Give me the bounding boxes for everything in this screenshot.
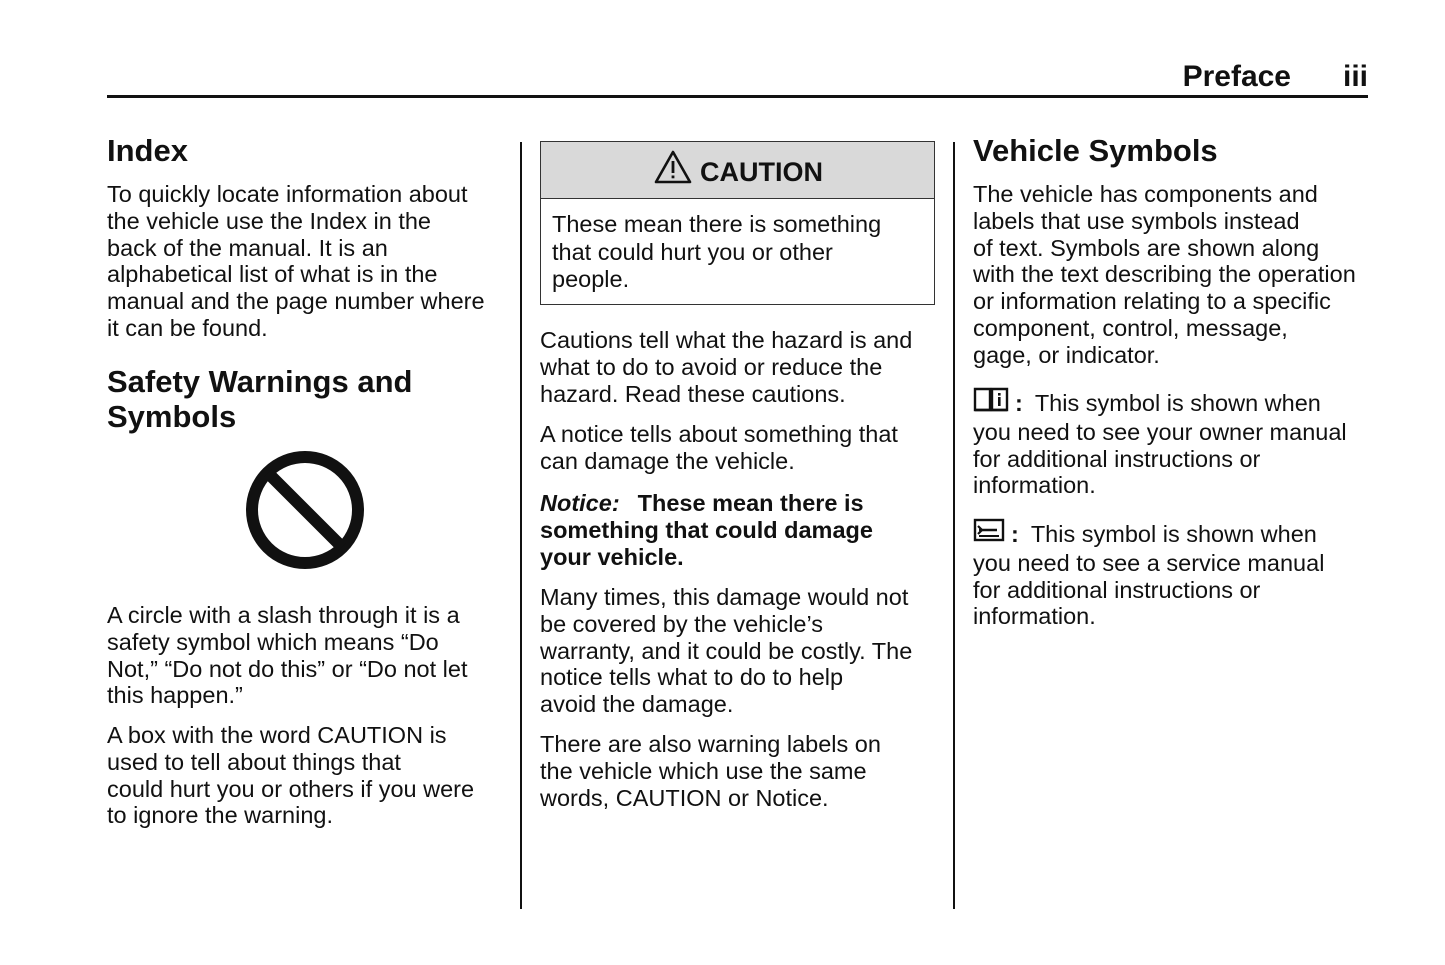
prohibition-icon	[244, 449, 366, 571]
vehicle-symbols-heading: Vehicle Symbols	[973, 133, 1218, 168]
header-rule	[107, 95, 1368, 98]
warning-triangle-icon	[654, 150, 692, 184]
index-paragraph: To quickly locate information about the vehicle use the Index in the back of the manual. It is an alphabetical list of what is in the manual and the page number where it can be found.	[107, 181, 485, 341]
caution-box-body: These mean there is something that could hurt you or other people.	[552, 211, 882, 292]
slash-symbol-paragraph: A circle with a slash through it is a safety symbol which means “Do Not,” “Do not do this” or “Do not let this happen.”	[107, 602, 468, 709]
notice-lead: Notice:	[540, 490, 620, 516]
column-divider-left	[520, 142, 522, 909]
caution-word-paragraph: A box with the word CAUTION is used to tell about things that could hurt you or others if you were to ignore the warning.	[107, 722, 475, 829]
damage-paragraph: Many times, this damage would not be covered by the vehicle’s warranty, and it could be costly. The notice tells what to do to help avoid the damage.	[540, 584, 913, 718]
caution-label: CAUTION	[700, 157, 823, 187]
cautions-paragraph: Cautions tell what the hazard is and what to do to avoid or reduce the hazard. Read these cautions.	[540, 327, 913, 407]
section-title: Preface	[1182, 60, 1291, 93]
caution-box	[540, 141, 935, 305]
page-number: iii	[1342, 60, 1368, 93]
notice-paragraph: A notice tells about something that can damage the vehicle.	[540, 421, 898, 474]
safety-heading: Safety Warnings and Symbols	[107, 364, 413, 434]
service-manual-paragraph: : This symbol is shown when you need to see a service manual for additional instructions or information.	[973, 521, 1325, 630]
page-header	[107, 58, 1368, 96]
column-divider-right	[953, 142, 955, 909]
vehicle-symbols-intro: The vehicle has components and labels that use symbols instead of text. Symbols are shown along with the text describing the operation or information relating to a specific component, control, message, gage, or indicator.	[973, 181, 1356, 368]
index-heading: Index	[107, 133, 188, 168]
warning-labels-paragraph: There are also warning labels on the vehicle which use the same words, CAUTION or Notice.	[540, 731, 881, 811]
owner-manual-paragraph: : This symbol is shown when you need to see your owner manual for additional instructions or information.	[973, 390, 1347, 499]
notice-callout: Notice: These mean there is something that could damage your vehicle.	[540, 490, 873, 570]
caution-box-header	[541, 142, 934, 199]
